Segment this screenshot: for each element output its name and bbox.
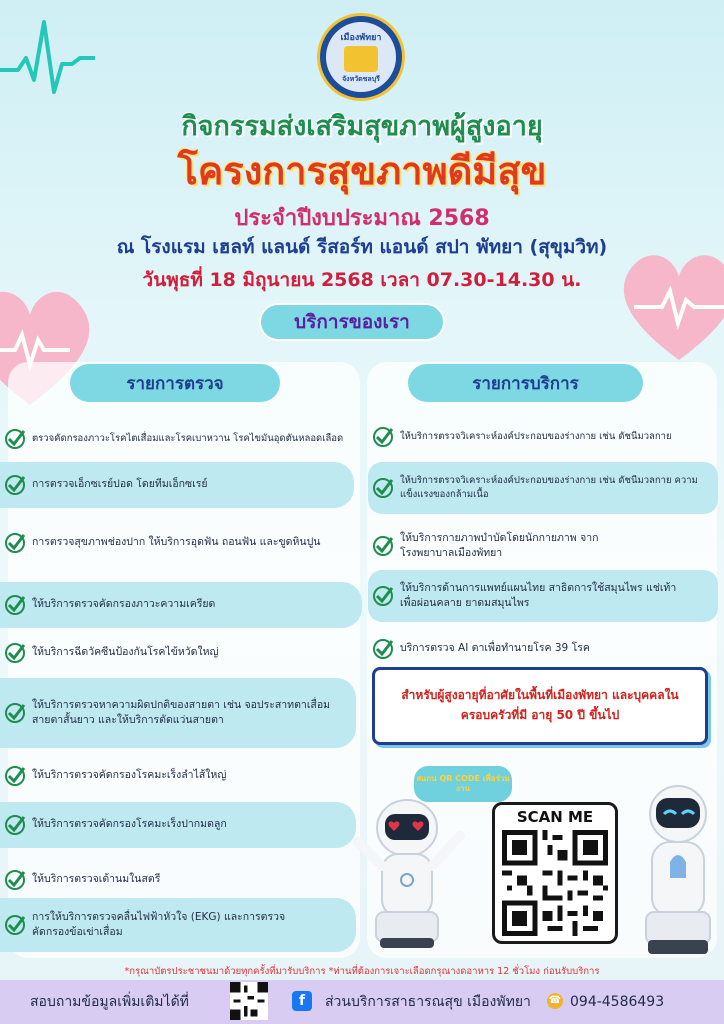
exam-item-text: ให้บริการฉีดวัคซีนป้องกันโรคไข้หวัดใหญ่: [32, 646, 219, 659]
list-item: [372, 526, 712, 566]
check-icon: [372, 426, 394, 448]
heart-decoration-icon: [614, 245, 724, 365]
list-item: [0, 582, 362, 628]
check-icon: [4, 532, 26, 554]
list-item: [0, 898, 356, 952]
exam-item-text: ให้บริการตรวจคัดกรองโรคมะเร็งปากมดลูก: [32, 818, 227, 831]
exam-item-text: ให้บริการตรวจคัดกรองภาวะความเครียด: [32, 598, 216, 611]
list-item: [368, 462, 718, 514]
footer-bar: [0, 980, 724, 1024]
check-icon: [372, 585, 394, 607]
exam-item-text: การตรวจเอ็กซเรย์ปอด โดยทีมเอ็กซเรย์: [32, 478, 208, 491]
footnote: *กรุณาบัตรประชาชนมาด้วยทุกครั้งที่มารับบริการ *ท่านที่ต้องการเจาะเลือดกรุณางดอาหาร 12 ชั่วโมง ก่อนรับบริการ: [124, 966, 600, 977]
service-item-text: ให้บริการตรวจวิเคราะห์องค์ประกอบของร่างกาย เช่น ดัชนีมวลกาย: [400, 431, 672, 443]
registration-qr-code[interactable]: [502, 830, 608, 936]
check-icon: [4, 594, 26, 616]
check-icon: [4, 765, 26, 787]
scan-me-label: SCAN ME: [516, 808, 594, 826]
check-icon: [4, 869, 26, 891]
list-item: [372, 420, 712, 454]
phone-number[interactable]: 094-4586493: [570, 994, 665, 1010]
check-icon: [4, 642, 26, 664]
exam-item-text: ให้บริการตรวจคัดกรองโรคมะเร็งลำไส้ใหญ่: [32, 769, 227, 782]
check-icon: [372, 535, 394, 557]
check-icon: [372, 477, 394, 499]
department-name: ส่วนบริการสาธารณสุข เมืองพัทยา: [325, 994, 531, 1010]
contact-label: สอบถามข้อมูลเพิ่มเติมได้ที่: [30, 994, 189, 1010]
service-item-text: ให้บริการกายภาพบำบัดโดยนักกายภาพ จากโรงพยาบาลเมืองพัทยา: [400, 531, 599, 559]
exams-heading: รายการตรวจ: [70, 364, 280, 402]
exam-item-text: การให้บริการตรวจคลื่นไฟฟ้าหัวใจ (EKG) และการตรวจคัดกรองข้อเข่าเสื่อม: [32, 910, 286, 938]
robot-mascot-left-icon: [352, 790, 470, 950]
service-item-text: บริการตรวจ AI ตาเพื่อทำนายโรค 39 โรค: [400, 642, 590, 655]
exam-item-text: ให้บริการตรวจเต้านมในสตรี: [32, 873, 161, 886]
footer-qr-code[interactable]: [230, 982, 268, 1020]
list-item: [372, 636, 712, 662]
list-item: [368, 570, 718, 622]
exam-item-text: ตรวจคัดกรองภาวะโรคไตเสื่อมและโรคเบาหวาน โรคไขมันอุดตันหลอดเลือด: [32, 433, 344, 445]
pattaya-city-logo: [317, 13, 405, 101]
exam-item-text: ให้บริการตรวจหาความผิดปกติของสายตา เช่น จอประสาทตาเสื่อม สายตาสั้นยาว และให้บริการตัดแว่นสายตา: [32, 698, 331, 726]
check-icon: [4, 474, 26, 496]
exam-item-text: การตรวจสุขภาพช่องปาก ให้บริการอุดฟัน ถอนฟัน และขูดหินปูน: [32, 536, 321, 549]
heartbeat-line-icon: [0, 18, 95, 98]
check-icon: [4, 914, 26, 936]
project-title: โครงการสุขภาพดีมีสุข: [177, 149, 547, 193]
scan-qr-bubble-text: สแกน QR CODE เพื่อร่วมงาน: [416, 773, 510, 793]
check-icon: [4, 814, 26, 836]
eligibility-notice: [372, 667, 708, 745]
fiscal-year: ประจำปีงบประมาณ 2568: [234, 206, 490, 231]
logo-top-text: เมืองพัทยา: [340, 32, 382, 43]
list-item: [4, 526, 356, 560]
robot-mascot-right-icon: [626, 778, 724, 956]
services-heading-column: รายการบริการ: [408, 364, 643, 402]
services-heading: บริการของเรา: [259, 303, 445, 341]
activity-title: กิจกรรมส่งเสริมสุขภาพผู้สูงอายุ: [181, 111, 543, 142]
list-item: [0, 462, 354, 508]
venue: ณ โรงแรม เฮลท์ แลนด์ รีสอร์ท แอนด์ สปา พัทยา (สุขุมวิท): [116, 236, 608, 258]
check-icon: [4, 702, 26, 724]
list-item: [4, 424, 356, 454]
list-item: [4, 638, 356, 668]
service-item-text: ให้บริการตรวจวิเคราะห์องค์ประกอบของร่างกาย เช่น ดัชนีมวลกาย ความแข็งแรงของกล้ามเนื้อ: [400, 475, 698, 500]
check-icon: [4, 428, 26, 450]
facebook-icon[interactable]: f: [292, 991, 312, 1011]
list-item: [0, 802, 356, 848]
list-item: [0, 678, 356, 748]
logo-emblem-icon: [344, 46, 378, 72]
list-item: [4, 866, 356, 894]
logo-bottom-text: จังหวัดชลบุรี: [342, 74, 380, 83]
phone-icon: ☎: [547, 993, 563, 1009]
list-item: [4, 762, 356, 790]
service-item-text: ให้บริการด้านการแพทย์แผนไทย สาธิตการใช้สมุนไพร แช่เท้าเพื่อผ่อนคลาย ยาดมสมุนไพร: [400, 581, 677, 609]
eligibility-text: สำหรับผู้สูงอายุที่อาศัยในพื้นที่เมืองพัทยา และบุคคลในครอบครัวที่มี อายุ 50 ปี ขึ้นไป: [401, 688, 679, 722]
event-datetime: วันพุธที่ 18 มิถุนายน 2568 เวลา 07.30-14.30 น.: [142, 269, 582, 291]
check-icon: [372, 638, 394, 660]
